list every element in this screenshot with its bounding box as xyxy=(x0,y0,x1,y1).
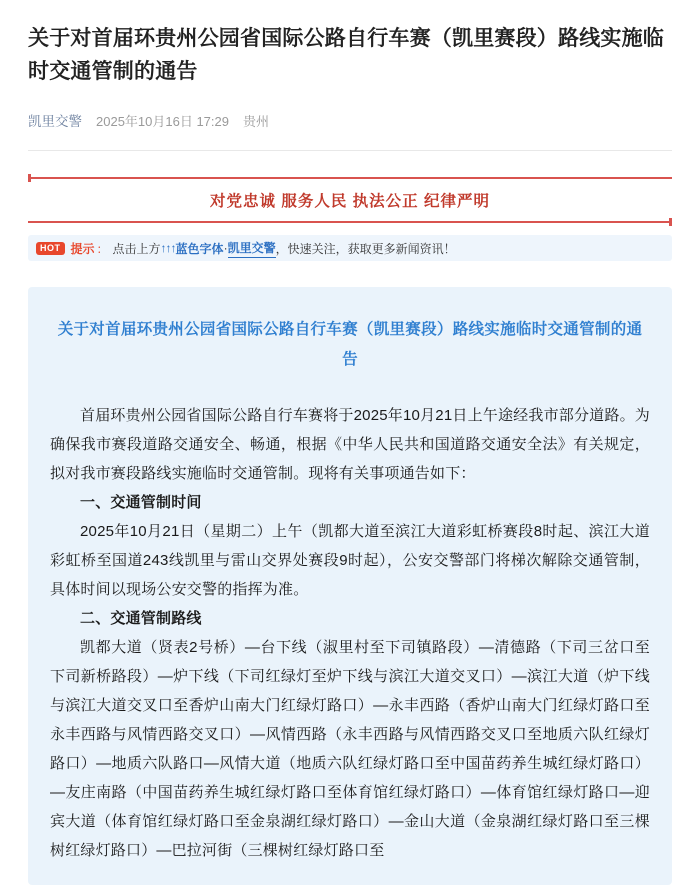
hot-badge: HOT xyxy=(36,242,65,255)
slogan-rule-top xyxy=(28,177,672,179)
notice-paragraph: 2025年10月21日（星期二）上午（凯都大道至滨江大道彩虹桥赛段8时起、滨江大道彩虹桥至国道243线凯里与雷山交界处赛段9时起），公安交警部门将梯次解除交通管制，具体时间以现场公安交警的指挥为准。 xyxy=(50,523,650,598)
notice-paragraph: 凯都大道（贤表2号桥）—台下线（淑里村至下司镇路段）—清德路（下司三岔口至下司新桥路段）—炉下线（下司红绿灯至炉下线与滨江大道交叉口）—滨江大道（炉下线与滨江大道交叉口至香炉山南大门红绿灯路口）—永丰西路（香炉山南大门红绿灯路口至永丰西路与风情西路交叉口）—风情西路（永丰西路与风情西路交叉口至地质六队红绿灯路口）—地质六队路口—风情大道（地质六队红绿灯路口至中国苗药养生城红绿灯路口）—友庄南路（中国苗药养生城红绿灯路口至体育馆红绿灯路口）—体育馆红绿灯路口—迎宾大道（体育馆红绿灯路口至金泉湖红绿灯路口）—金山大道（金泉湖红绿灯路口至三棵树红绿灯路口）—巴拉河街（三棵树红绿灯路口至 xyxy=(50,639,650,859)
notice-heading: 二、交通管制路线 xyxy=(80,610,202,627)
header-divider xyxy=(28,150,672,151)
up-arrow-icon: ↑↑↑ xyxy=(160,241,176,255)
notice-paragraph: 首届环贵州公园省国际公路自行车赛将于2025年10月21日上午途经我市部分道路。为确保我市赛段道路交通安全、畅通，根据《中华人民共和国道路交通安全法》有关规定，拟对我市赛段路线实施临时交通管制。现将有关事项通告如下： xyxy=(50,407,650,482)
notice-heading: 一、交通管制时间 xyxy=(80,494,202,511)
notice-card xyxy=(28,287,672,885)
slogan-banner xyxy=(28,177,672,223)
tip-account-link[interactable]: 凯里交警 xyxy=(228,239,276,258)
tip-suffix: ，快速关注，获取更多新闻资讯！ xyxy=(275,241,456,256)
slogan-rule-bottom xyxy=(28,221,672,223)
notice-title: 关于对首届环贵州公园省国际公路自行车赛（凯里赛段）路线实施临时交通管制的通告 xyxy=(57,321,643,368)
article-meta xyxy=(28,110,672,130)
tip-bar xyxy=(28,235,672,261)
tip-prefix: 点击上方 xyxy=(112,241,161,256)
page-title: 关于对首届环贵州公园省国际公路自行车赛（凯里赛段）路线实施临时交通管制的通告 xyxy=(28,27,664,83)
meta-date: 2025年10月16日 17:29 xyxy=(96,114,229,129)
meta-location: 贵州 xyxy=(242,114,269,129)
tip-separator: · xyxy=(223,241,228,255)
tip-colon: ： xyxy=(96,241,109,256)
tip-label: 提示 xyxy=(70,241,95,256)
meta-author[interactable]: 凯里交警 xyxy=(28,114,82,129)
slogan-text: 对党忠诚 服务人民 执法公正 纪律严明 xyxy=(210,193,490,210)
tip-blue-text: 蓝色字体 xyxy=(175,241,224,256)
